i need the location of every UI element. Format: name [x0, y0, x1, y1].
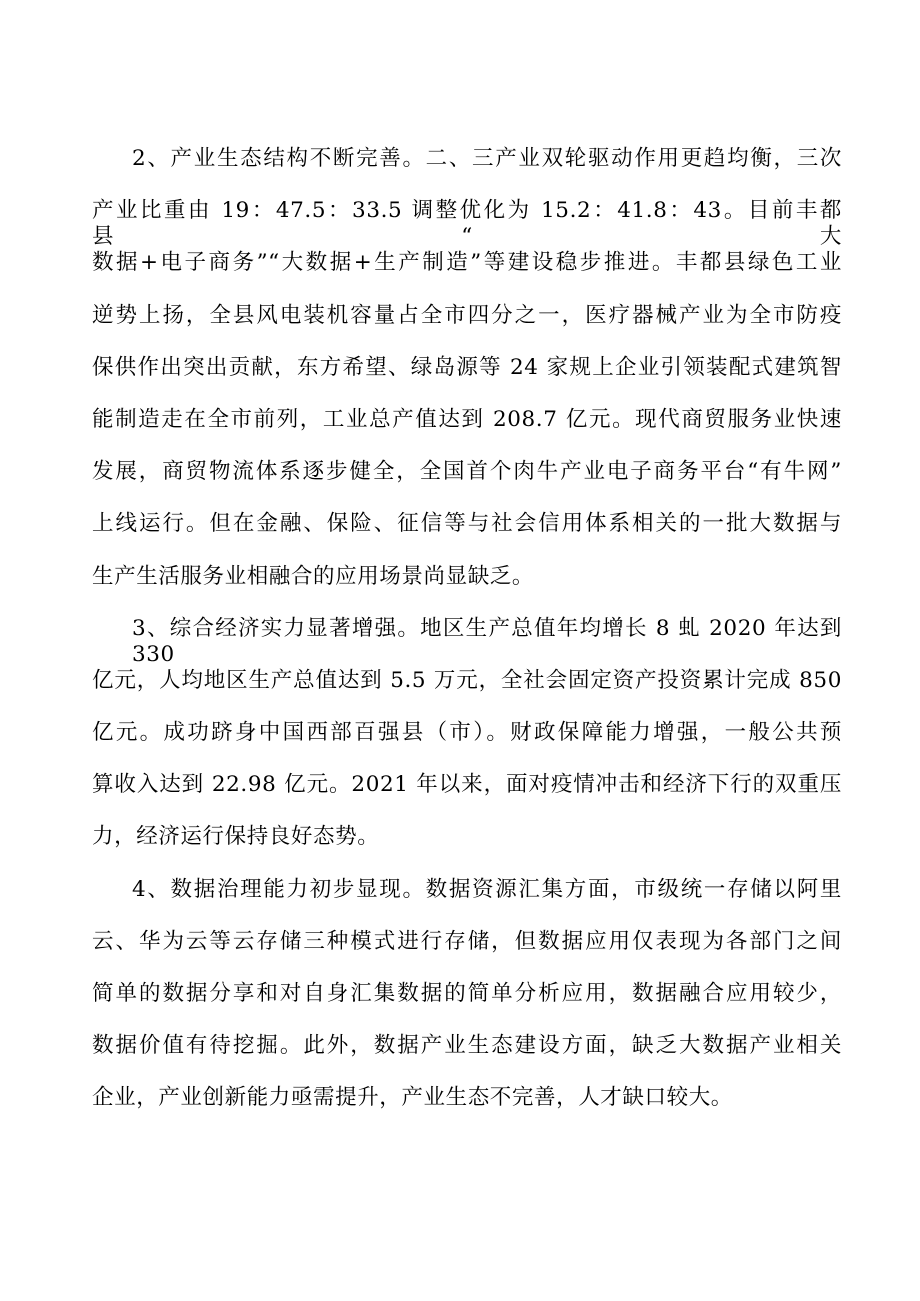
- text-line: 2、产业生态结构不断完善。二、三产业双轮驱动作用更趋均衡，三次: [132, 146, 842, 171]
- paragraph-economic-strength: [92, 616, 842, 851]
- text-line: 发展，商贸物流体系逐步健全，全国首个肉牛产业电子商务平台“有牛网”: [92, 459, 842, 485]
- document-body: [92, 146, 842, 1138]
- paragraph-industry-ecology: [92, 146, 842, 590]
- text-line: 保供作出突出贡献，东方希望、绿岛源等 24 家规上企业引领装配式建筑智: [92, 354, 842, 380]
- text-line: 3、综合经济实力显著增强。地区生产总值年均增长 8 虬 2020 年达到 330: [132, 615, 842, 667]
- text-line: 亿元，人均地区生产总值达到 5.5 万元，全社会固定资产投资累计完成 850: [92, 667, 842, 693]
- text-line: 逆势上扬，全县风电装机容量占全市四分之一，医疗器械产业为全市防疫: [92, 302, 842, 328]
- text-line: 亿元。成功跻身中国西部百强县（市）。财政保障能力增强，一般公共预: [92, 720, 842, 746]
- text-line: 4、数据治理能力初步显现。数据资源汇集方面，市级统一存储以阿里: [132, 876, 842, 902]
- text-line: 简单的数据分享和对自身汇集数据的简单分析应用，数据融合应用较少，: [92, 981, 842, 1006]
- text-line: 算收入达到 22.98 亿元。2021 年以来，面对疫情冲击和经济下行的双重压: [92, 772, 842, 798]
- paragraph-data-governance: [92, 877, 842, 1112]
- text-line: 云、华为云等云存储三种模式进行存储，但数据应用仅表现为各部门之间: [92, 928, 842, 954]
- text-line: 力，经济运行保持良好态势。: [92, 824, 380, 850]
- text-line: 数据价值有待挖掘。此外，数据产业生态建设方面，缺乏大数据产业相关: [92, 1033, 842, 1059]
- text-line: 数据+电子商务”“大数据+生产制造”等建设稳步推进。丰都县绿色工业: [92, 250, 842, 276]
- text-line: 上线运行。但在金融、保险、征信等与社会信用体系相关的一批大数据与: [92, 511, 842, 537]
- text-line: 能制造走在全市前列，工业总产值达到 208.7 亿元。现代商贸服务业快速: [92, 406, 842, 432]
- text-line: 企业，产业创新能力亟需提升，产业生态不完善，人才缺口较大。: [92, 1085, 733, 1111]
- text-line: 产业比重由 19：47.5：33.5 调整优化为 15.2：41.8：43。目前丰都县“大: [92, 198, 842, 250]
- text-line: 生产生活服务业相融合的应用场景尚显缺乏。: [92, 563, 535, 589]
